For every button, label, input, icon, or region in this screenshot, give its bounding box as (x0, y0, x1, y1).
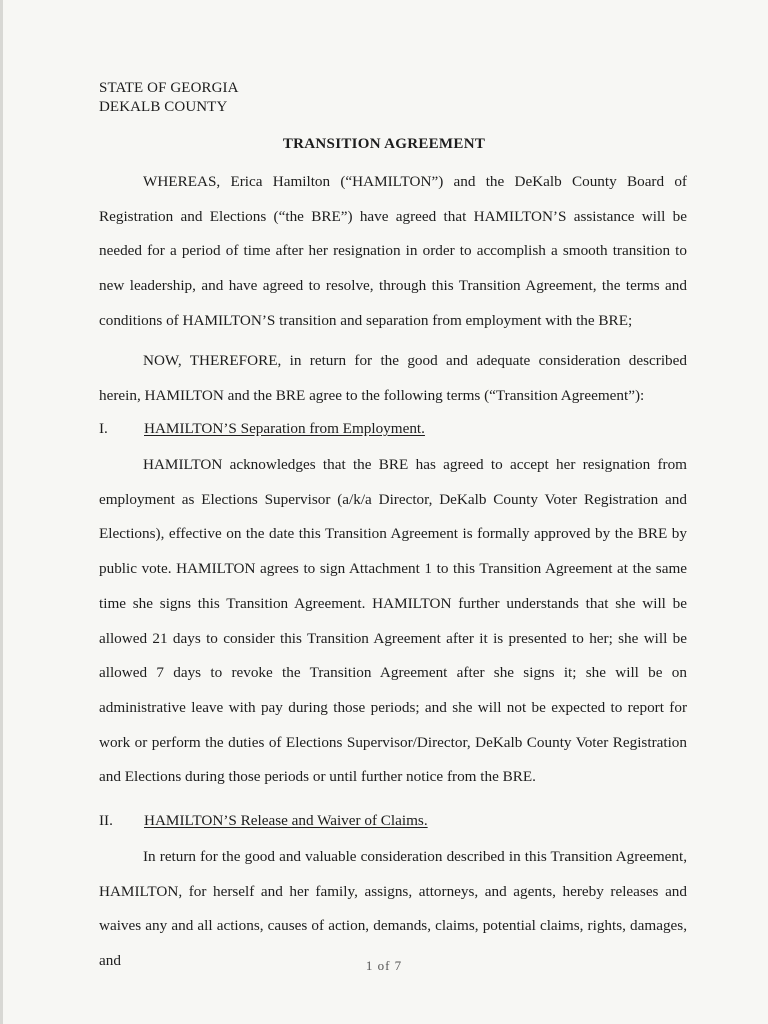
page-edge (0, 0, 3, 1024)
header-state: STATE OF GEORGIA (99, 80, 239, 96)
section-number: II. (99, 812, 113, 829)
section-heading-1 (99, 418, 425, 440)
header-county: DEKALB COUNTY (99, 99, 228, 115)
section-title: HAMILTON’S Release and Waiver of Claims. (144, 812, 428, 829)
section-title: HAMILTON’S Separation from Employment. (144, 420, 425, 437)
therefore-paragraph: NOW, THEREFORE, in return for the good and adequate consideration described herein, HAMILTON and the BRE agree to the following terms (“Transition Agreement”): (99, 352, 687, 404)
document-title: TRANSITION AGREEMENT (282, 136, 486, 152)
whereas-paragraph: WHEREAS, Erica Hamilton (“HAMILTON”) and the DeKalb County Board of Registration and Elections (“the BRE”) have agreed that HAMILTON’S assistance will be needed for a period of time after her resignation in order to accomplish a smooth transition to new leadership, and have agreed to resolve, through this Transition Agreement, the terms and conditions of HAMILTON’S transition and separation from employment with the BRE; (99, 173, 687, 329)
section-1-body: HAMILTON acknowledges that the BRE has agreed to accept her resignation from employment as Elections Supervisor (a/k/a Director, DeKalb County Voter Registration and Elections), effective on the date this Transition Agreement is formally approved by the BRE by public vote. HAMILTON agrees to sign Attachment 1 to this Transition Agreement at the same time she signs this Transition Agreement. HAMILTON further understands that she will be allowed 21 days to consider this Transition Agreement after it is presented to her; she will be allowed 7 days to revoke the Transition Agreement after she signs it; she will be on administrative leave with pay during those periods; and she will not be expected to report for work or perform the duties of Elections Supervisor/Director, DeKalb County Voter Registration and Elections during those periods or until further notice from the BRE. (99, 456, 687, 786)
section-heading-2 (99, 810, 428, 832)
section-2-body: In return for the good and valuable consideration described in this Transition Agreement, HAMILTON, for herself and her family, assigns, attorneys, and agents, hereby releases and waives any and all actions, causes of action, demands, claims, potential claims, rights, damages, and (99, 848, 687, 970)
section-number: I. (99, 420, 108, 437)
page-number: 1 of 7 (365, 958, 403, 973)
